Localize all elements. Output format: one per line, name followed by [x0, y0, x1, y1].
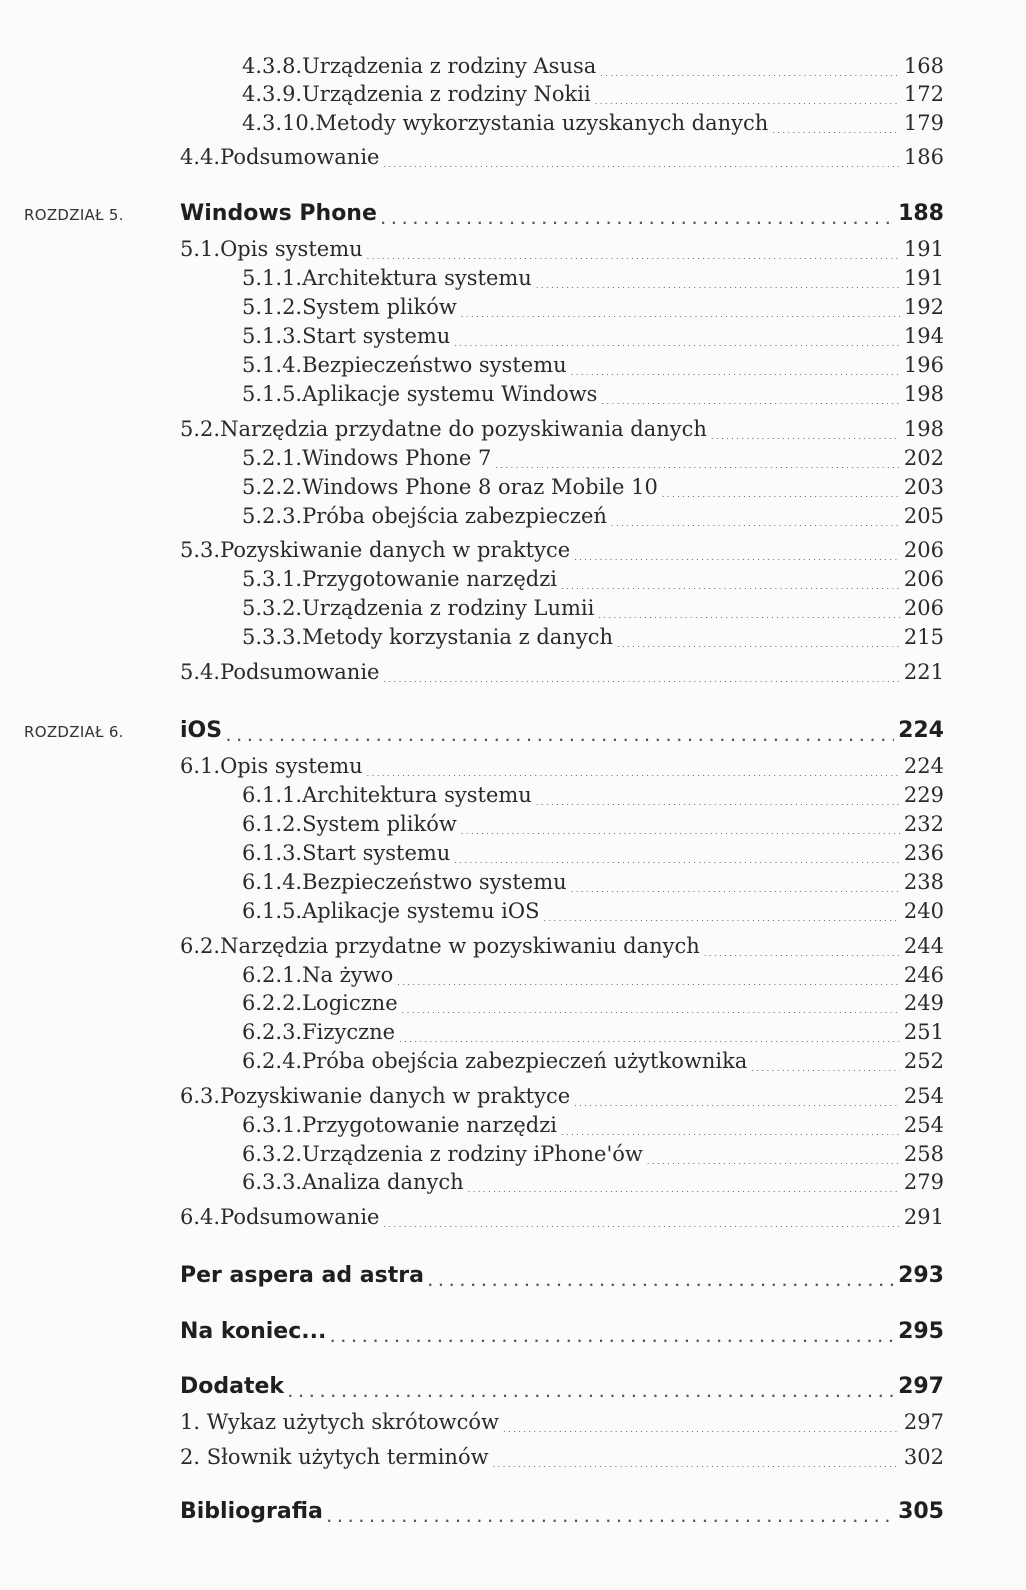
section-title: Metody korzystania z danych — [302, 625, 613, 649]
dot-leader — [600, 70, 900, 78]
toc-row — [0, 233, 1026, 263]
toc-entry — [180, 145, 944, 169]
dot-leader — [495, 462, 900, 470]
dot-leader — [704, 950, 900, 958]
section-number: 6.4. — [180, 1205, 221, 1229]
section-number: 6.1. — [180, 754, 221, 778]
section-title: iOS — [180, 718, 223, 743]
dot-leader — [454, 857, 900, 865]
toc-entry — [180, 718, 944, 743]
toc-row — [0, 1045, 1026, 1075]
page-number: 206 — [903, 567, 944, 591]
toc-entry — [180, 1319, 944, 1344]
dot-leader — [428, 1276, 894, 1288]
page-number: 198 — [903, 382, 944, 406]
toc-entry — [242, 899, 944, 923]
dot-leader — [383, 676, 899, 684]
section-number: 5.1.3. — [242, 324, 303, 348]
dot-leader — [383, 161, 899, 169]
toc-entry — [242, 54, 944, 78]
section-number: 6.3.3. — [242, 1170, 303, 1194]
section-number: 6.2.3. — [242, 1020, 303, 1044]
dot-leader — [381, 214, 894, 226]
toc-row — [0, 500, 1026, 530]
toc-row — [0, 1080, 1026, 1110]
toc-row — [0, 1166, 1026, 1196]
section-title: Próba obejścia zabezpieczeń — [302, 504, 607, 528]
toc-entry — [242, 1142, 944, 1166]
section-title: System plików — [302, 812, 457, 836]
toc-entry — [242, 1020, 944, 1044]
section-title: Aplikacje systemu iOS — [302, 899, 540, 923]
page-number: 232 — [903, 812, 944, 836]
section-title: Próba obejścia zabezpieczeń użytkownika — [302, 1049, 748, 1073]
toc-entry — [242, 1049, 944, 1073]
page-number: 203 — [903, 475, 944, 499]
dot-leader — [503, 1426, 900, 1434]
page-number: 244 — [903, 934, 944, 958]
section-title: Podsumowanie — [220, 660, 380, 684]
toc-entry — [242, 596, 944, 620]
section-title: Start systemu — [302, 324, 451, 348]
section-number: 4.3.10. — [242, 111, 316, 135]
page-number: 206 — [903, 538, 944, 562]
toc-entry — [180, 754, 944, 778]
toc-row — [0, 1371, 1026, 1401]
toc-row — [0, 592, 1026, 622]
page-number: 293 — [898, 1263, 944, 1288]
toc-entry — [242, 963, 944, 987]
page-number: 279 — [903, 1170, 944, 1194]
toc-entry — [242, 82, 944, 106]
dot-leader — [772, 127, 900, 135]
dot-leader — [367, 770, 900, 778]
dot-leader — [561, 1129, 900, 1137]
toc-row — [0, 959, 1026, 989]
section-number: 6.3.1. — [242, 1113, 303, 1137]
toc-entry — [242, 1170, 944, 1194]
toc-row — [0, 563, 1026, 593]
toc-entry — [242, 783, 944, 807]
toc-entry — [242, 111, 944, 135]
page-number: 258 — [903, 1142, 944, 1166]
page-number: 198 — [903, 417, 944, 441]
dot-leader — [662, 491, 900, 499]
toc-row — [0, 621, 1026, 651]
section-title: Windows Phone 8 oraz Mobile 10 — [302, 475, 658, 499]
section-title: Przygotowanie narzędzi — [302, 1113, 558, 1137]
toc-entry — [242, 382, 944, 406]
section-number: 5.1.4. — [242, 353, 303, 377]
dot-leader — [571, 886, 900, 894]
toc-entry — [180, 1263, 944, 1288]
dot-leader — [598, 612, 900, 620]
page-number: 206 — [903, 596, 944, 620]
toc-row — [0, 1109, 1026, 1139]
dot-leader — [493, 1461, 900, 1469]
dot-leader — [711, 433, 900, 441]
section-title: System plików — [302, 295, 457, 319]
toc-row — [0, 808, 1026, 838]
section-number: 5.4. — [180, 660, 221, 684]
toc-entry — [180, 237, 944, 261]
toc-row — [0, 1406, 1026, 1436]
section-title: Bezpieczeństwo systemu — [302, 353, 567, 377]
page-number: 240 — [903, 899, 944, 923]
toc-entry — [242, 504, 944, 528]
toc-row — [0, 866, 1026, 896]
section-number: 5.2.2. — [242, 475, 303, 499]
toc-row — [0, 262, 1026, 292]
dot-leader — [611, 520, 900, 528]
section-title: 1. Wykaz użytych skrótowców — [180, 1410, 500, 1434]
page-number: 246 — [903, 963, 944, 987]
page-number: 249 — [903, 991, 944, 1015]
page-number: 297 — [903, 1410, 944, 1434]
toc-row — [0, 1316, 1026, 1346]
page-number: 221 — [903, 660, 944, 684]
dot-leader — [544, 915, 900, 923]
page-number: 202 — [903, 446, 944, 470]
section-number: 6.2.2. — [242, 991, 303, 1015]
section-title: Dodatek — [180, 1374, 285, 1399]
section-title: Urządzenia z rodziny Nokii — [302, 82, 591, 106]
page-number: 179 — [903, 111, 944, 135]
dot-leader — [647, 1158, 900, 1166]
section-title: Podsumowanie — [220, 1205, 380, 1229]
page-number: 224 — [898, 718, 944, 743]
dot-leader — [383, 1221, 899, 1229]
toc-entry — [180, 417, 944, 441]
toc-entry — [180, 1445, 944, 1469]
dot-leader — [402, 1007, 900, 1015]
section-number: 6.2.4. — [242, 1049, 303, 1073]
toc-row — [0, 141, 1026, 171]
page-number: 191 — [903, 266, 944, 290]
dot-leader — [330, 1332, 894, 1344]
page-number: 254 — [903, 1084, 944, 1108]
page-number: 297 — [898, 1374, 944, 1399]
toc-row — [0, 1496, 1026, 1526]
section-title: Logiczne — [302, 991, 398, 1015]
toc-entry — [180, 1084, 944, 1108]
toc-row — [0, 291, 1026, 321]
dot-leader — [468, 1186, 900, 1194]
section-title: Na żywo — [302, 963, 394, 987]
section-title: Windows Phone 7 — [302, 446, 492, 470]
page-number: 168 — [903, 54, 944, 78]
section-title: Windows Phone — [180, 201, 377, 226]
section-number: 5.3. — [180, 538, 221, 562]
toc-row — [0, 442, 1026, 472]
toc-row — [0, 471, 1026, 501]
dot-leader — [561, 583, 900, 591]
toc-entry — [180, 660, 944, 684]
dot-leader — [327, 1512, 894, 1524]
section-number: 5.2.3. — [242, 504, 303, 528]
page-number: 295 — [898, 1319, 944, 1344]
page-number: 194 — [903, 324, 944, 348]
section-number: 5.3.3. — [242, 625, 303, 649]
page-number: 252 — [903, 1049, 944, 1073]
toc-row — [0, 1441, 1026, 1471]
section-title: Bezpieczeństwo systemu — [302, 870, 567, 894]
dot-leader — [226, 731, 894, 743]
section-number: 5.1.5. — [242, 382, 303, 406]
page-number: 236 — [903, 841, 944, 865]
section-title: Narzędzia przydatne do pozyskiwania danych — [220, 417, 707, 441]
toc-entry — [180, 1374, 944, 1399]
toc-entry — [242, 295, 944, 319]
toc-row — [0, 750, 1026, 780]
toc-row — [0, 656, 1026, 686]
section-title: Urządzenia z rodziny Asusa — [302, 54, 597, 78]
dot-leader — [574, 554, 900, 562]
section-title: Podsumowanie — [220, 145, 380, 169]
toc-row — [0, 349, 1026, 379]
page-number: 186 — [903, 145, 944, 169]
section-title: Pozyskiwanie danych w praktyce — [220, 538, 571, 562]
toc-row — [0, 50, 1026, 80]
toc-entry — [242, 475, 944, 499]
section-number: 5.3.2. — [242, 596, 303, 620]
section-title: Fizyczne — [302, 1020, 396, 1044]
section-title: Na koniec... — [180, 1319, 327, 1344]
page-number: 215 — [903, 625, 944, 649]
toc-row — [0, 779, 1026, 809]
page-number: 205 — [903, 504, 944, 528]
section-number: 6.1.3. — [242, 841, 303, 865]
page-number: 291 — [903, 1205, 944, 1229]
toc-row — [0, 930, 1026, 960]
page-number: 302 — [903, 1445, 944, 1469]
section-title: Urządzenia z rodziny Lumii — [302, 596, 595, 620]
section-number: 6.2. — [180, 934, 221, 958]
page-number: 224 — [903, 754, 944, 778]
dot-leader — [617, 641, 900, 649]
section-number: 6.1.5. — [242, 899, 303, 923]
toc-entry — [180, 1410, 944, 1434]
page-number: 229 — [903, 783, 944, 807]
toc-entry — [242, 812, 944, 836]
toc-entry — [180, 1205, 944, 1229]
dot-leader — [595, 98, 900, 106]
toc-row — [0, 78, 1026, 108]
section-number: 6.1.4. — [242, 870, 303, 894]
page-number: 305 — [898, 1499, 944, 1524]
dot-leader — [454, 340, 900, 348]
page-number: 192 — [903, 295, 944, 319]
section-title: Pozyskiwanie danych w praktyce — [220, 1084, 571, 1108]
toc-entry — [242, 266, 944, 290]
toc-row — [0, 895, 1026, 925]
page-number: 172 — [903, 82, 944, 106]
dot-leader — [288, 1387, 894, 1399]
section-number: 5.2. — [180, 417, 221, 441]
section-number: 5.1.2. — [242, 295, 303, 319]
section-number: 6.1.1. — [242, 783, 303, 807]
chapter-label: ROZDZIAŁ 6. — [24, 723, 124, 741]
dot-leader — [461, 828, 900, 836]
page-number: 191 — [903, 237, 944, 261]
section-title: Urządzenia z rodziny iPhone'ów — [302, 1142, 643, 1166]
section-title: Start systemu — [302, 841, 451, 865]
section-title: Analiza danych — [302, 1170, 464, 1194]
dot-leader — [536, 282, 900, 290]
dot-leader — [751, 1065, 900, 1073]
page-number: 251 — [903, 1020, 944, 1044]
toc-entry — [242, 625, 944, 649]
toc-entry — [242, 324, 944, 348]
section-number: 5.1.1. — [242, 266, 303, 290]
toc-entry — [242, 870, 944, 894]
section-title: Przygotowanie narzędzi — [302, 567, 558, 591]
section-title: Narzędzia przydatne w pozyskiwaniu danych — [220, 934, 700, 958]
dot-leader — [461, 311, 900, 319]
section-number: 4.3.9. — [242, 82, 303, 106]
toc-row — [0, 1201, 1026, 1231]
toc-entry — [242, 567, 944, 591]
dot-leader — [574, 1100, 900, 1108]
section-number: 4.4. — [180, 145, 221, 169]
chapter-label: ROZDZIAŁ 5. — [24, 206, 124, 224]
dot-leader — [399, 1036, 900, 1044]
section-title: Opis systemu — [220, 237, 363, 261]
section-number: 5.2.1. — [242, 446, 303, 470]
section-title: Architektura systemu — [302, 266, 532, 290]
toc-row — [0, 715, 1026, 745]
toc-row — [0, 378, 1026, 408]
toc-row — [0, 987, 1026, 1017]
section-title: Opis systemu — [220, 754, 363, 778]
toc-row — [0, 198, 1026, 228]
dot-leader — [536, 799, 900, 807]
dot-leader — [571, 369, 900, 377]
section-number: 5.3.1. — [242, 567, 303, 591]
toc-entry — [242, 446, 944, 470]
page-number: 188 — [898, 201, 944, 226]
section-number: 6.3.2. — [242, 1142, 303, 1166]
toc-entry — [180, 538, 944, 562]
toc-row — [0, 1260, 1026, 1290]
toc-row — [0, 413, 1026, 443]
page-number: 254 — [903, 1113, 944, 1137]
toc-entry — [242, 353, 944, 377]
toc-row — [0, 837, 1026, 867]
toc-entry — [242, 1113, 944, 1137]
section-title: Architektura systemu — [302, 783, 532, 807]
toc-row — [0, 1016, 1026, 1046]
section-number: 4.3.8. — [242, 54, 303, 78]
section-title: Per aspera ad astra — [180, 1263, 424, 1288]
page-number: 238 — [903, 870, 944, 894]
toc-row — [0, 1138, 1026, 1168]
toc-row — [0, 320, 1026, 350]
page-number: 196 — [903, 353, 944, 377]
toc-entry — [180, 201, 944, 226]
section-title: 2. Słownik użytych terminów — [180, 1445, 489, 1469]
section-number: 5.1. — [180, 237, 221, 261]
toc-row — [0, 534, 1026, 564]
section-title: Metody wykorzystania uzyskanych danych — [315, 111, 769, 135]
toc-row — [0, 107, 1026, 137]
dot-leader — [397, 979, 900, 987]
toc-entry — [242, 991, 944, 1015]
toc-entry — [180, 1499, 944, 1524]
toc-entry — [242, 841, 944, 865]
section-number: 6.2.1. — [242, 963, 303, 987]
dot-leader — [601, 398, 899, 406]
section-title: Bibliografia — [180, 1499, 323, 1524]
section-number: 6.1.2. — [242, 812, 303, 836]
section-number: 6.3. — [180, 1084, 221, 1108]
toc-entry — [180, 934, 944, 958]
section-title: Aplikacje systemu Windows — [302, 382, 598, 406]
dot-leader — [367, 253, 900, 261]
